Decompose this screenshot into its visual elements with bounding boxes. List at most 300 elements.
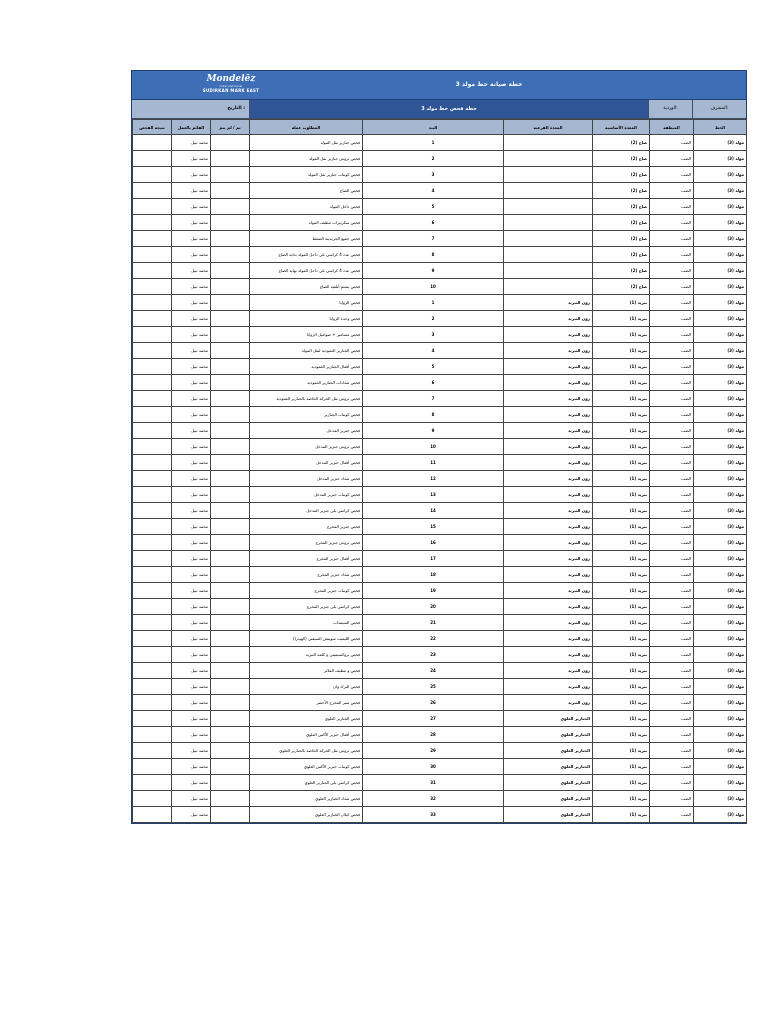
done-cell[interactable] <box>211 711 250 727</box>
done-cell[interactable] <box>211 375 250 391</box>
item-number-cell: 31 <box>363 775 504 791</box>
item-number-cell: 14 <box>363 503 504 519</box>
item-number-cell: 1 <box>363 135 504 151</box>
item-number-cell: 1 <box>363 295 504 311</box>
item-number-cell: 8 <box>363 407 504 423</box>
table-row <box>133 183 747 199</box>
logo-region: SUDIRKAN MARK EAST <box>202 88 260 93</box>
done-cell[interactable] <box>211 599 250 615</box>
line-cell: مولد (3) <box>694 343 747 359</box>
worker-cell: محمد نبيل <box>172 247 211 263</box>
required-cell: فحص سكريبرات تنظيف المولد <box>250 215 363 231</box>
done-cell[interactable] <box>211 615 250 631</box>
result-cell[interactable] <box>133 423 172 439</box>
main-equipment-cell: تبريد (1) <box>593 375 650 391</box>
worker-cell: محمد نبيل <box>172 695 211 711</box>
main-equipment-cell: تبريد (1) <box>593 791 650 807</box>
result-cell[interactable] <box>133 663 172 679</box>
item-number-cell: 30 <box>363 759 504 775</box>
result-cell[interactable] <box>133 727 172 743</box>
result-cell[interactable] <box>133 583 172 599</box>
sub-equipment-cell: زون التبريد <box>504 295 593 311</box>
worker-cell: محمد نبيل <box>172 567 211 583</box>
required-cell: فحص بستم أتلفية الصاج <box>250 279 363 295</box>
main-equipment-cell: صاج (2) <box>593 151 650 167</box>
result-cell[interactable] <box>133 567 172 583</box>
result-cell[interactable] <box>133 487 172 503</box>
required-cell: فحص الترك وان <box>250 679 363 695</box>
main-equipment-cell: تبريد (1) <box>593 359 650 375</box>
done-cell[interactable] <box>211 583 250 599</box>
result-cell[interactable] <box>133 263 172 279</box>
line-cell: مولد (3) <box>694 471 747 487</box>
required-cell: فحص الليميت سويتش السيفتي (الهيدرا) <box>250 631 363 647</box>
sub-equipment-cell: زون التبريد <box>504 343 593 359</box>
table-row <box>133 615 747 631</box>
done-cell[interactable] <box>211 391 250 407</box>
result-cell[interactable] <box>133 791 172 807</box>
done-cell[interactable] <box>211 567 250 583</box>
item-number-cell: 33 <box>363 807 504 823</box>
required-cell: فحص الجنازير العلوي <box>250 711 363 727</box>
area-cell: الصب <box>650 135 694 151</box>
result-cell[interactable] <box>133 439 172 455</box>
done-cell[interactable] <box>211 759 250 775</box>
line-cell: مولد (3) <box>694 423 747 439</box>
area-cell: الصب <box>650 599 694 615</box>
done-cell[interactable] <box>211 295 250 311</box>
col-main-equipment: المعدة الأساسية <box>593 120 650 135</box>
done-cell[interactable] <box>211 407 250 423</box>
area-cell: الصب <box>650 583 694 599</box>
area-cell: الصب <box>650 343 694 359</box>
sub-equipment-cell <box>504 279 593 295</box>
done-cell[interactable] <box>211 247 250 263</box>
line-cell: مولد (3) <box>694 359 747 375</box>
item-number-cell: 19 <box>363 583 504 599</box>
worker-cell: محمد نبيل <box>172 279 211 295</box>
worker-cell: محمد نبيل <box>172 679 211 695</box>
line-cell: مولد (3) <box>694 487 747 503</box>
line-cell: مولد (3) <box>694 631 747 647</box>
item-number-cell: 18 <box>363 567 504 583</box>
done-cell[interactable] <box>211 695 250 711</box>
line-cell: مولد (3) <box>694 679 747 695</box>
result-cell[interactable] <box>133 599 172 615</box>
worker-cell: محمد نبيل <box>172 503 211 519</box>
required-cell: فحص الجنازير العمودية لنقل المولد <box>250 343 363 359</box>
required-cell: فحص تروس نقل الحركة الخاصة بالجنازير العمودية <box>250 391 363 407</box>
done-cell[interactable] <box>211 327 250 343</box>
result-cell[interactable] <box>133 807 172 823</box>
done-cell[interactable] <box>211 423 250 439</box>
item-number-cell: 2 <box>363 311 504 327</box>
result-cell[interactable] <box>133 519 172 535</box>
result-cell[interactable] <box>133 743 172 759</box>
item-number-cell: 23 <box>363 647 504 663</box>
main-equipment-cell: تبريد (1) <box>593 631 650 647</box>
required-cell: فحص كوتنات جنزير المخرج <box>250 583 363 599</box>
line-cell: مولد (3) <box>694 791 747 807</box>
main-equipment-cell: تبريد (1) <box>593 295 650 311</box>
main-equipment-cell: صاج (2) <box>593 215 650 231</box>
item-number-cell: 15 <box>363 519 504 535</box>
done-cell[interactable] <box>211 215 250 231</box>
line-cell: مولد (3) <box>694 583 747 599</box>
col-item: البند <box>363 120 504 135</box>
line-cell: مولد (3) <box>694 567 747 583</box>
required-cell: فحص تروس نقل الحركة الخاصة بالجنازير العلوي <box>250 743 363 759</box>
line-cell: مولد (3) <box>694 535 747 551</box>
sub-equipment-cell: زون التبريد <box>504 359 593 375</box>
item-number-cell: 32 <box>363 791 504 807</box>
table-row <box>133 455 747 471</box>
table-row <box>133 423 747 439</box>
sub-equipment-cell: زون التبريد <box>504 519 593 535</box>
worker-cell: محمد نبيل <box>172 647 211 663</box>
done-cell[interactable] <box>211 199 250 215</box>
item-number-cell: 6 <box>363 375 504 391</box>
result-cell[interactable] <box>133 711 172 727</box>
required-cell: فحص وحدة الزوايا <box>250 311 363 327</box>
worker-cell: محمد نبيل <box>172 199 211 215</box>
table-row <box>133 583 747 599</box>
item-number-cell: 7 <box>363 231 504 247</box>
line-cell: مولد (3) <box>694 743 747 759</box>
sub-equipment-cell: الجنازير العلوي <box>504 759 593 775</box>
result-cell[interactable] <box>133 759 172 775</box>
sub-equipment-cell: زون التبريد <box>504 663 593 679</box>
area-cell: الصب <box>650 631 694 647</box>
table-row <box>133 167 747 183</box>
sub-equipment-cell: زون التبريد <box>504 567 593 583</box>
worker-cell: محمد نبيل <box>172 263 211 279</box>
main-equipment-cell: تبريد (1) <box>593 503 650 519</box>
table-row <box>133 679 747 695</box>
main-equipment-cell: تبريد (1) <box>593 759 650 775</box>
supervisor-label[interactable]: المشرف: <box>710 106 729 111</box>
required-cell: فحص جنزير المخرج <box>250 519 363 535</box>
main-equipment-cell: تبريد (1) <box>593 695 650 711</box>
result-cell[interactable] <box>133 359 172 375</box>
worker-cell: محمد نبيل <box>172 583 211 599</box>
sub-equipment-cell: زون التبريد <box>504 407 593 423</box>
area-cell: الصب <box>650 775 694 791</box>
worker-cell: محمد نبيل <box>172 519 211 535</box>
required-cell: فحص سير المخرج الأخضر <box>250 695 363 711</box>
result-cell[interactable] <box>133 407 172 423</box>
done-cell[interactable] <box>211 535 250 551</box>
area-cell: الصب <box>650 695 694 711</box>
done-cell[interactable] <box>211 359 250 375</box>
area-cell: الصب <box>650 663 694 679</box>
done-cell[interactable] <box>211 743 250 759</box>
area-cell: الصب <box>650 711 694 727</box>
table-row <box>133 343 747 359</box>
result-cell[interactable] <box>133 391 172 407</box>
worker-cell: محمد نبيل <box>172 183 211 199</box>
main-equipment-cell: تبريد (1) <box>593 343 650 359</box>
area-cell: الصب <box>650 311 694 327</box>
table-row <box>133 231 747 247</box>
sub-equipment-cell: الجنازير العلوي <box>504 711 593 727</box>
line-cell: مولد (3) <box>694 727 747 743</box>
table-row <box>133 519 747 535</box>
table-row <box>133 775 747 791</box>
line-cell: مولد (3) <box>694 327 747 343</box>
result-cell[interactable] <box>133 503 172 519</box>
main-equipment-cell: تبريد (1) <box>593 311 650 327</box>
table-row <box>133 663 747 679</box>
area-cell: الصب <box>650 487 694 503</box>
item-number-cell: 25 <box>363 679 504 695</box>
inspection-table <box>132 119 747 823</box>
line-cell: مولد (3) <box>694 167 747 183</box>
required-cell: فحص كوتنات جنزير المدخل <box>250 487 363 503</box>
main-equipment-cell: تبريد (1) <box>593 663 650 679</box>
table-row <box>133 807 747 823</box>
required-cell: فحص كوتنات الجنازير <box>250 407 363 423</box>
table-row <box>133 279 747 295</box>
result-cell[interactable] <box>133 631 172 647</box>
item-number-cell: 4 <box>363 343 504 359</box>
result-cell[interactable] <box>133 135 172 151</box>
done-cell[interactable] <box>211 455 250 471</box>
table-row <box>133 215 747 231</box>
maintenance-sheet <box>131 70 747 824</box>
sub-equipment-cell <box>504 167 593 183</box>
required-cell: فحص داخل المولد <box>250 199 363 215</box>
done-cell[interactable] <box>211 631 250 647</box>
area-cell: الصب <box>650 503 694 519</box>
table-row <box>133 567 747 583</box>
area-cell: الصب <box>650 151 694 167</box>
result-cell[interactable] <box>133 311 172 327</box>
done-cell[interactable] <box>211 135 250 151</box>
sub-equipment-cell <box>504 263 593 279</box>
required-cell: فحص أقفال جنزير الأكس العلوي <box>250 727 363 743</box>
done-cell[interactable] <box>211 183 250 199</box>
required-cell: فحص تروس جنزير المخرج <box>250 535 363 551</box>
done-cell[interactable] <box>211 471 250 487</box>
info-row <box>132 100 746 119</box>
line-cell: مولد (3) <box>694 519 747 535</box>
done-cell[interactable] <box>211 775 250 791</box>
required-cell: فحص كراسي بلي الجنازير العلوي <box>250 775 363 791</box>
line-cell: مولد (3) <box>694 247 747 263</box>
worker-cell: محمد نبيل <box>172 615 211 631</box>
result-cell[interactable] <box>133 455 172 471</box>
table-row <box>133 375 747 391</box>
result-cell[interactable] <box>133 183 172 199</box>
done-cell[interactable] <box>211 727 250 743</box>
line-cell: مولد (3) <box>694 663 747 679</box>
item-number-cell: 3 <box>363 327 504 343</box>
sub-equipment-cell: الجنازير العلوي <box>504 743 593 759</box>
result-cell[interactable] <box>133 679 172 695</box>
table-row <box>133 471 747 487</box>
required-cell: فحص أقفال الجنازير العمودية <box>250 359 363 375</box>
done-cell[interactable] <box>211 647 250 663</box>
done-cell[interactable] <box>211 487 250 503</box>
sub-equipment-cell: الجنازير العلوي <box>504 791 593 807</box>
area-cell: الصب <box>650 519 694 535</box>
result-cell[interactable] <box>133 471 172 487</box>
result-cell[interactable] <box>133 551 172 567</box>
main-equipment-cell: تبريد (1) <box>593 583 650 599</box>
done-cell[interactable] <box>211 151 250 167</box>
sub-equipment-cell <box>504 231 593 247</box>
done-cell[interactable] <box>211 167 250 183</box>
worker-cell: محمد نبيل <box>172 311 211 327</box>
area-cell: الصب <box>650 535 694 551</box>
required-cell: فحص جنازير نقل المولد <box>250 135 363 151</box>
result-cell[interactable] <box>133 615 172 631</box>
worker-cell: محمد نبيل <box>172 791 211 807</box>
required-cell: فحص كوتنات جنازير نقل المولد <box>250 167 363 183</box>
col-sub-equipment: المعدة الفرعية <box>504 120 593 135</box>
area-cell: الصب <box>650 567 694 583</box>
table-row <box>133 199 747 215</box>
main-equipment-cell: تبريد (1) <box>593 519 650 535</box>
done-cell[interactable] <box>211 663 250 679</box>
item-number-cell: 17 <box>363 551 504 567</box>
main-equipment-cell: تبريد (1) <box>593 711 650 727</box>
line-cell: مولد (3) <box>694 615 747 631</box>
line-cell: مولد (3) <box>694 375 747 391</box>
sub-equipment-cell: زون التبريد <box>504 615 593 631</box>
line-cell: مولد (3) <box>694 807 747 823</box>
item-number-cell: 26 <box>363 695 504 711</box>
result-cell[interactable] <box>133 375 172 391</box>
result-cell[interactable] <box>133 647 172 663</box>
sub-equipment-cell <box>504 247 593 263</box>
line-cell: مولد (3) <box>694 695 747 711</box>
area-cell: الصب <box>650 327 694 343</box>
col-worker: القائم بالعمل <box>172 120 211 135</box>
worker-cell: محمد نبيل <box>172 727 211 743</box>
done-cell[interactable] <box>211 679 250 695</box>
worker-cell: محمد نبيل <box>172 631 211 647</box>
table-row <box>133 311 747 327</box>
main-equipment-cell: صاج (2) <box>593 279 650 295</box>
result-cell[interactable] <box>133 199 172 215</box>
date-label[interactable]: التاريخ : <box>227 106 245 111</box>
sub-equipment-cell: زون التبريد <box>504 551 593 567</box>
result-cell[interactable] <box>133 535 172 551</box>
main-equipment-cell: تبريد (1) <box>593 455 650 471</box>
result-cell[interactable] <box>133 247 172 263</box>
result-cell[interactable] <box>133 167 172 183</box>
required-cell: فحص الصاج <box>250 183 363 199</box>
table-row <box>133 727 747 743</box>
item-number-cell: 20 <box>363 599 504 615</box>
area-cell: الصب <box>650 407 694 423</box>
result-cell[interactable] <box>133 151 172 167</box>
table-row <box>133 263 747 279</box>
main-equipment-cell: تبريد (1) <box>593 775 650 791</box>
result-cell[interactable] <box>133 327 172 343</box>
col-done: تم / لم يتم <box>211 120 250 135</box>
line-cell: مولد (3) <box>694 135 747 151</box>
area-cell: الصب <box>650 743 694 759</box>
worker-cell: محمد نبيل <box>172 407 211 423</box>
main-equipment-cell: تبريد (1) <box>593 471 650 487</box>
main-equipment-cell: تبريد (1) <box>593 615 650 631</box>
result-cell[interactable] <box>133 295 172 311</box>
required-cell: فحص كراسي بلي جنزير المخرج <box>250 599 363 615</box>
result-cell[interactable] <box>133 231 172 247</box>
required-cell: فحص شدادات الجنازير العمودية <box>250 375 363 391</box>
sub-equipment-cell: زون التبريد <box>504 487 593 503</box>
item-number-cell: 22 <box>363 631 504 647</box>
done-cell[interactable] <box>211 551 250 567</box>
required-cell: فحص عدد 4 كراسي بلي داخل المولد بداية الصاج <box>250 247 363 263</box>
sub-equipment-cell: زون التبريد <box>504 439 593 455</box>
done-cell[interactable] <box>211 343 250 359</box>
worker-cell: محمد نبيل <box>172 391 211 407</box>
shift-label[interactable]: الوردية: <box>649 100 693 118</box>
sub-equipment-cell: زون التبريد <box>504 375 593 391</box>
main-equipment-cell: تبريد (1) <box>593 439 650 455</box>
required-cell: فحص أقفال جنزير المدخل <box>250 455 363 471</box>
done-cell[interactable] <box>211 311 250 327</box>
line-cell: مولد (3) <box>694 455 747 471</box>
area-cell: الصب <box>650 199 694 215</box>
area-cell: الصب <box>650 391 694 407</box>
line-cell: مولد (3) <box>694 311 747 327</box>
main-equipment-cell: صاج (2) <box>593 199 650 215</box>
done-cell[interactable] <box>211 231 250 247</box>
item-number-cell: 8 <box>363 247 504 263</box>
required-cell: فحص شداد جنزير المدخل <box>250 471 363 487</box>
sub-equipment-cell: زون التبريد <box>504 391 593 407</box>
done-cell[interactable] <box>211 519 250 535</box>
main-equipment-cell: تبريد (1) <box>593 487 650 503</box>
done-cell[interactable] <box>211 263 250 279</box>
table-body <box>133 135 747 823</box>
main-equipment-cell: صاج (2) <box>593 167 650 183</box>
item-number-cell: 2 <box>363 151 504 167</box>
mondelez-logo <box>186 74 276 94</box>
required-cell: فحص مسامير + صواميل الزوايا <box>250 327 363 343</box>
done-cell[interactable] <box>211 503 250 519</box>
sub-equipment-cell: زون التبريد <box>504 583 593 599</box>
required-cell: فحص عدد 4 كراسي بلي داخل المولد نهاية الصاج <box>250 263 363 279</box>
item-number-cell: 4 <box>363 183 504 199</box>
area-cell: الصب <box>650 167 694 183</box>
table-row <box>133 631 747 647</box>
done-cell[interactable] <box>211 807 250 823</box>
table-row <box>133 711 747 727</box>
done-cell[interactable] <box>211 279 250 295</box>
worker-cell: محمد نبيل <box>172 759 211 775</box>
result-cell[interactable] <box>133 215 172 231</box>
item-number-cell: 12 <box>363 471 504 487</box>
done-cell[interactable] <box>211 791 250 807</box>
sub-equipment-cell: الجنازير العلوي <box>504 727 593 743</box>
result-cell[interactable] <box>133 695 172 711</box>
line-cell: مولد (3) <box>694 391 747 407</box>
table-row <box>133 503 747 519</box>
sub-equipment-cell: زون التبريد <box>504 423 593 439</box>
result-cell[interactable] <box>133 279 172 295</box>
result-cell[interactable] <box>133 775 172 791</box>
done-cell[interactable] <box>211 439 250 455</box>
result-cell[interactable] <box>133 343 172 359</box>
line-cell: مولد (3) <box>694 599 747 615</box>
item-number-cell: 6 <box>363 215 504 231</box>
